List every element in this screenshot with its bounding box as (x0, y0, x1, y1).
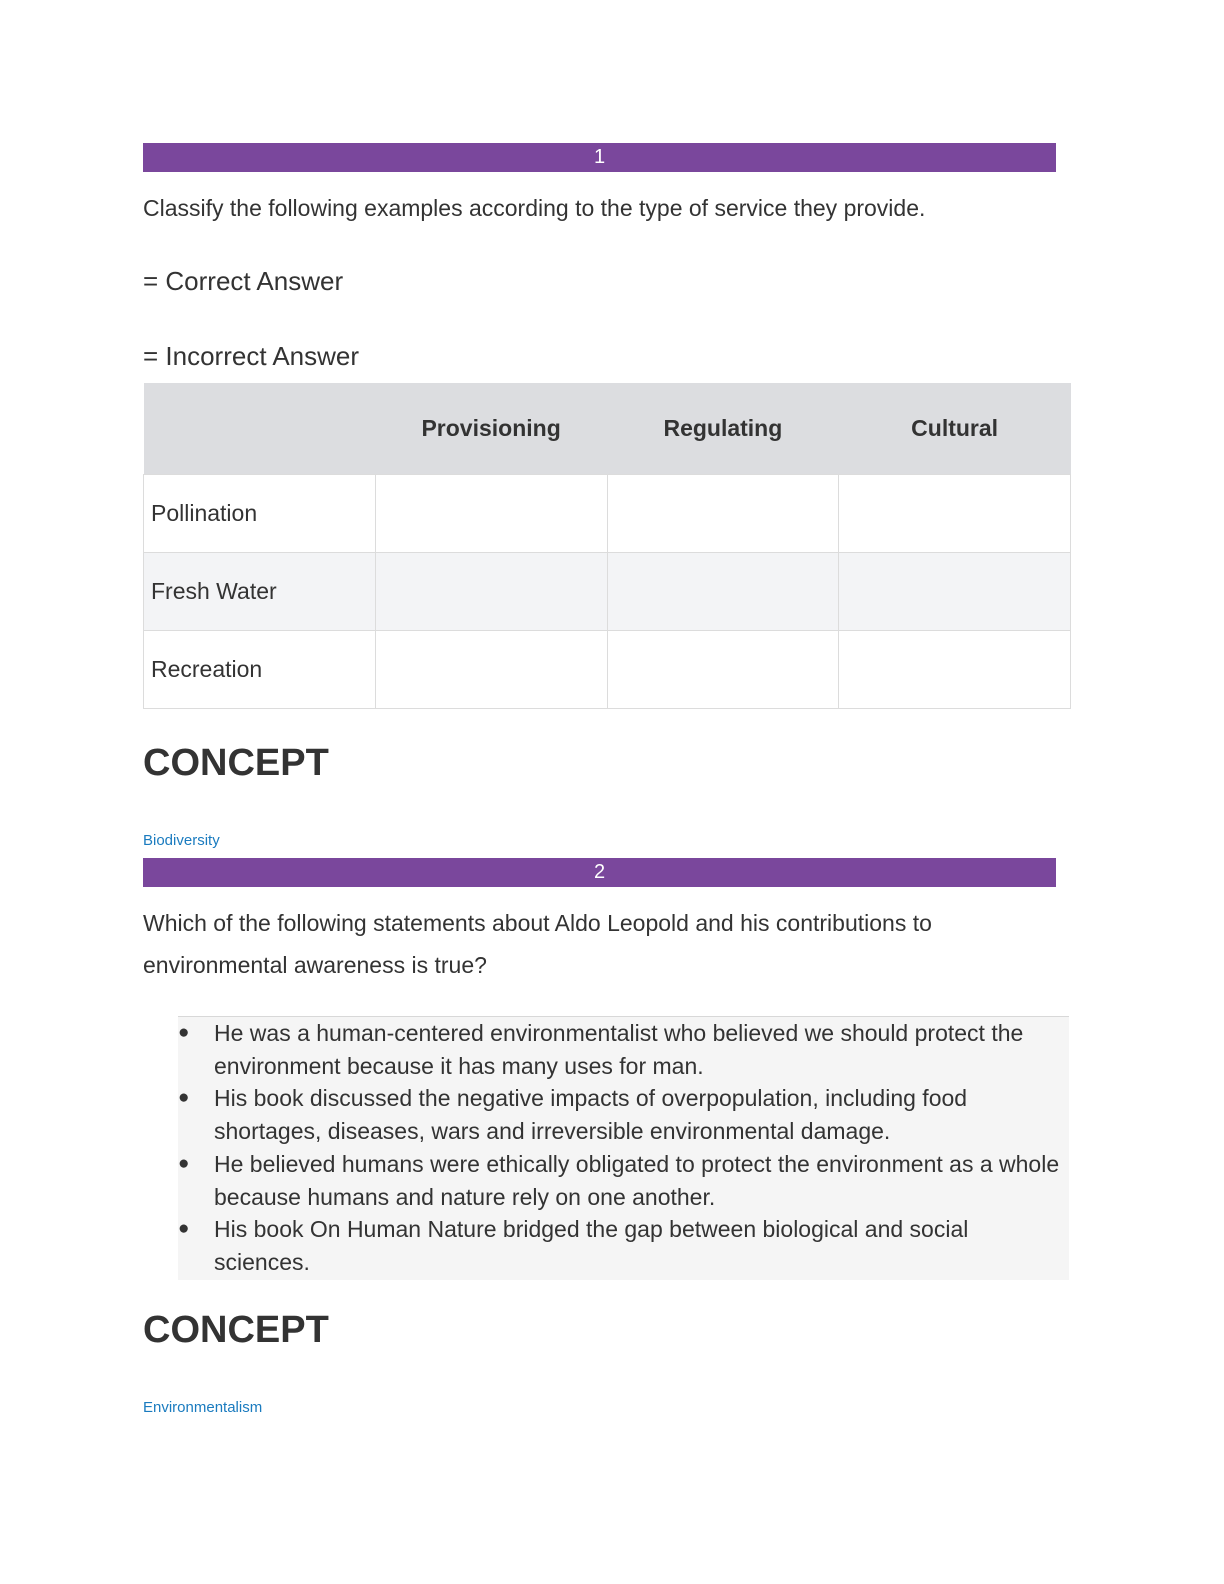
question-prompt-line-1: Which of the following statements about Aldo Leopold and his contributions to (143, 910, 932, 936)
table-row (144, 475, 1071, 553)
answer-option[interactable] (178, 1017, 1069, 1082)
row-label: Pollination (144, 475, 376, 553)
answer-cell[interactable] (375, 475, 607, 553)
table-header-cultural: Cultural (839, 383, 1071, 475)
question-number-bar-2 (143, 858, 1056, 887)
question-prompt: Classify the following examples according to the type of service they provide. (143, 195, 926, 221)
answer-option-text: His book On Human Nature bridged the gap between biological and social sciences. (214, 1216, 969, 1275)
table-header-row (144, 383, 1071, 475)
table-header-regulating: Regulating (607, 383, 839, 475)
bullet-icon: ● (178, 1152, 190, 1174)
table-header-provisioning: Provisioning (375, 383, 607, 475)
table-row (144, 631, 1071, 709)
table-row (144, 553, 1071, 631)
bullet-icon: ● (178, 1022, 190, 1043)
legend-correct: = Correct Answer (143, 266, 344, 296)
answer-option[interactable] (178, 1213, 1069, 1278)
concept-heading-1: CONCEPT (143, 742, 329, 784)
question-number: 2 (593, 861, 606, 883)
row-label: Fresh Water (144, 553, 376, 631)
question-number-bar-1 (143, 143, 1056, 172)
answer-option[interactable] (178, 1082, 1069, 1147)
answer-cell[interactable] (607, 553, 839, 631)
answer-option-text: His book discussed the negative impacts of overpopulation, including food shortages, diseases, wars and irreversible environmental damage. (214, 1085, 968, 1145)
answer-option-text: He was a human-centered environmentalist who believed we should protect the environment because it has many uses for man. (214, 1020, 1024, 1079)
concept-link-environmentalism[interactable]: Environmentalism (143, 1399, 263, 1416)
classification-table (143, 383, 1071, 709)
bullet-icon: ● (178, 1087, 190, 1109)
table-header-corner (144, 383, 376, 475)
answer-option[interactable] (178, 1148, 1069, 1213)
question-number: 1 (593, 146, 606, 168)
answer-cell[interactable] (375, 631, 607, 709)
answer-cell[interactable] (839, 553, 1071, 631)
row-label: Recreation (144, 631, 376, 709)
answer-options-list (178, 1016, 1069, 1280)
concept-heading-2: CONCEPT (143, 1309, 329, 1351)
answer-option-text: He believed humans were ethically obligated to protect the environment as a whole because humans and nature rely on one another. (214, 1150, 1060, 1210)
answer-cell[interactable] (375, 553, 607, 631)
answer-cell[interactable] (607, 631, 839, 709)
answer-cell[interactable] (839, 475, 1071, 553)
question-prompt-line-2: environmental awareness is true? (143, 952, 487, 978)
legend-incorrect: = Incorrect Answer (143, 341, 360, 371)
answer-cell[interactable] (607, 475, 839, 553)
answer-cell[interactable] (839, 631, 1071, 709)
concept-link-biodiversity[interactable]: Biodiversity (143, 832, 220, 849)
bullet-icon: ● (178, 1218, 190, 1240)
